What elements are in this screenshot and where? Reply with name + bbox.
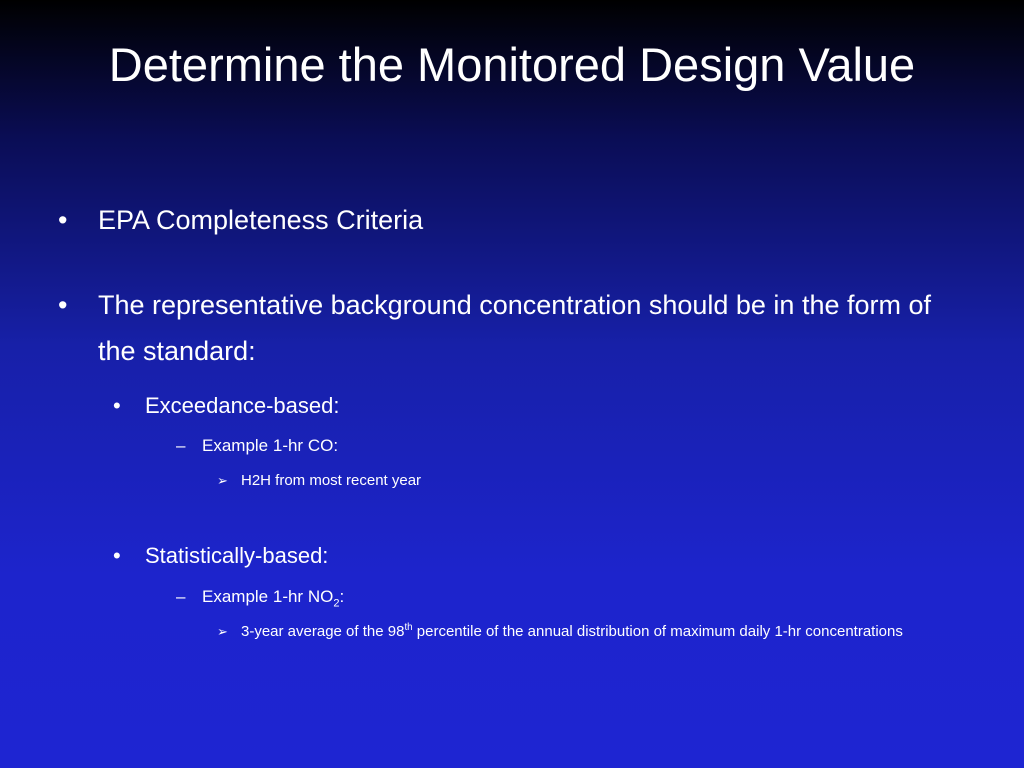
bullet-marker: • — [113, 393, 121, 418]
arrow-marker-icon: ➢ — [217, 624, 228, 639]
bullet-marker: • — [113, 543, 121, 568]
bullet-three-year-average — [217, 619, 947, 645]
bullet-exceedance-based — [113, 391, 913, 421]
bullet-text: Example 1-hr CO: — [202, 436, 339, 455]
dash-marker: – — [176, 436, 186, 455]
bullet-marker: • — [58, 290, 68, 320]
bullet-text: The representative background concentration should be in the form of the standard: — [98, 290, 932, 366]
bullet-epa-completeness — [58, 197, 958, 243]
bullet-text — [241, 619, 903, 645]
text-part: Example 1-hr NO — [202, 587, 334, 606]
bullet-text: EPA Completeness Criteria — [98, 205, 424, 235]
subscript: 2 — [333, 597, 340, 610]
bullet-marker: • — [58, 205, 68, 235]
text-part: percentile of the annual distribution of maximum daily 1-hr concentrations — [412, 623, 903, 640]
bullet-representative-background — [58, 282, 938, 374]
bullet-text — [202, 585, 344, 609]
dash-marker: – — [176, 587, 186, 606]
text-part: 3-year average of the 98 — [241, 623, 405, 640]
bullet-h2h — [217, 468, 917, 494]
bullet-text: Statistically-based: — [145, 543, 329, 568]
bullet-example-no2 — [176, 585, 876, 609]
superscript: th — [404, 622, 413, 633]
slide-title: Determine the Monitored Design Value — [108, 38, 916, 91]
bullet-text: H2H from most recent year — [241, 472, 422, 489]
bullet-statistically-based — [113, 541, 913, 571]
bullet-text: Exceedance-based: — [145, 393, 340, 418]
text-part: : — [339, 587, 345, 606]
bullet-example-co — [176, 434, 876, 458]
arrow-marker-icon: ➢ — [217, 473, 228, 488]
